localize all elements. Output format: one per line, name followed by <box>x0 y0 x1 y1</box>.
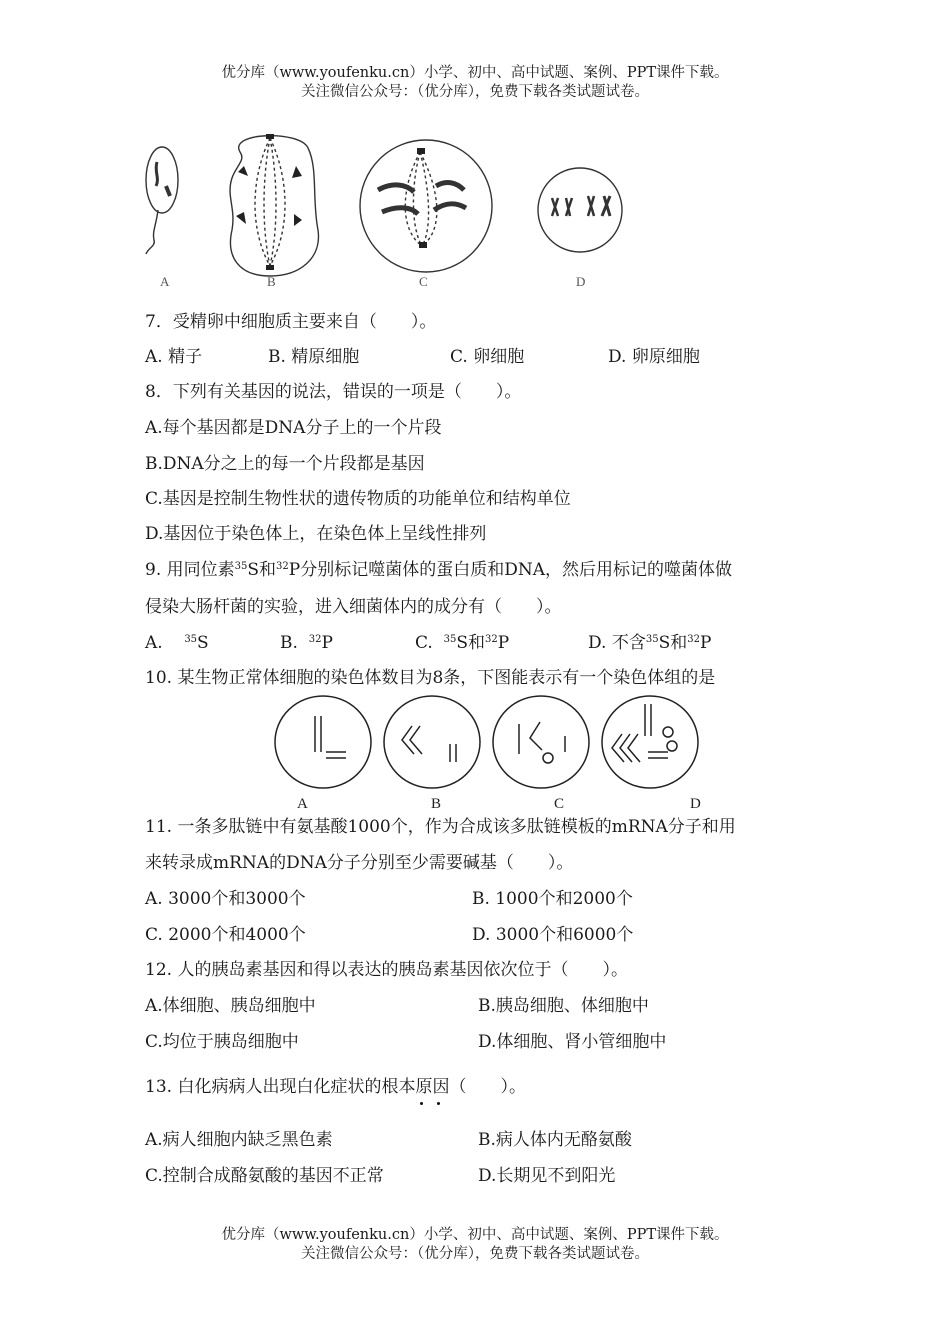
header-line-1: 优分库（www.youfenku.cn）小学、初中、高中试题、案例、PPT课件下载。 <box>221 65 729 81</box>
emphasis-dot <box>437 1102 440 1105</box>
q10-label-b: B <box>431 796 442 812</box>
q11-option-b: B. 1000个和2000个 <box>472 889 633 909</box>
q8-option-a: A.每个基因都是DNA分子上的一个片段 <box>145 418 442 438</box>
q12-option-d: D.体细胞、肾小管细胞中 <box>478 1032 667 1052</box>
page-footer <box>0 1226 950 1264</box>
q8-option-d: D.基因位于染色体上，在染色体上呈线性排列 <box>145 524 487 544</box>
q13-option-c: C.控制合成酪氨酸的基因不正常 <box>145 1166 384 1186</box>
q11-option-c: C. 2000个和4000个 <box>145 925 306 945</box>
fig-label-c: C <box>419 274 428 289</box>
fig-label-b: B <box>267 274 276 289</box>
q10-label-c: C <box>554 796 565 812</box>
q12-option-b: B.胰岛细胞、体细胞中 <box>478 996 649 1016</box>
q7-option-d: D. 卵原细胞 <box>608 347 700 367</box>
q13-option-d: D.长期见不到阳光 <box>478 1166 616 1186</box>
q7-option-c: C. 卵细胞 <box>450 347 525 367</box>
q9-option-a: A. $^{35}$S <box>145 633 209 653</box>
header-line-2: 关注微信公众号：（优分库），免费下载各类试题试卷。 <box>301 84 649 100</box>
q12-option-a: A.体细胞、胰岛细胞中 <box>145 996 316 1016</box>
q10-cell-b <box>384 696 480 788</box>
cell-a-diagram <box>146 147 178 254</box>
q9-stem-line-2: 侵染大肠杆菌的实验，进入细菌体内的成分有（ ）。 <box>145 597 562 617</box>
q11-option-d: D. 3000个和6000个 <box>472 925 634 945</box>
q10-label-a: A <box>297 796 308 812</box>
q10-label-d: D <box>690 796 701 812</box>
q9-option-d: D. 不含$^{35}$S和$^{32}$P <box>588 633 712 653</box>
q10-stem: 10. 某生物正常体细胞的染色体数目为8条，下图能表示有一个染色体组的是 <box>145 668 716 688</box>
cell-b-diagram <box>230 134 318 276</box>
fig-label-d: D <box>576 274 586 289</box>
q11-stem-line-1: 11. 一条多肽链中有氨基酸1000个，作为合成该多肽链模板的mRNA分子和用 <box>145 817 736 837</box>
q11-stem-line-2: 来转录成mRNA的DNA分子分别至少需要碱基（ ）。 <box>145 853 574 873</box>
footer-line-1: 优分库（www.youfenku.cn）小学、初中、高中试题、案例、PPT课件下载。 <box>221 1227 729 1243</box>
cell-c-diagram <box>360 140 492 272</box>
footer-line-2: 关注微信公众号：（优分库），免费下载各类试题试卷。 <box>301 1246 649 1262</box>
emphasis-dot <box>420 1102 423 1105</box>
q13-option-a: A.病人细胞内缺乏黑色素 <box>145 1130 333 1150</box>
q13-option-b: B.病人体内无酪氨酸 <box>478 1130 632 1150</box>
q8-stem: 8．下列有关基因的说法，错误的一项是（ ）。 <box>145 382 522 402</box>
q8-option-b: B.DNA分之上的每一个片段都是基因 <box>145 454 425 474</box>
q9-option-b: B. $^{32}$P <box>280 633 333 653</box>
q9-option-c: C. $^{35}$S和$^{32}$P <box>415 633 510 653</box>
q11-option-a: A. 3000个和3000个 <box>145 889 306 909</box>
q10-cell-c <box>493 696 589 788</box>
q7-stem: 7．受精卵中细胞质主要来自（ ）。 <box>145 312 437 332</box>
fig-label-a: A <box>160 274 170 289</box>
q9-stem-line-1: 9. 用同位素$^{35}$S和$^{32}$P分别标记噬菌体的蛋白质和DNA，然后用标记的噬菌体做 <box>145 560 732 580</box>
cell-division-figure <box>0 0 950 300</box>
q8-option-c: C.基因是控制生物性状的遗传物质的功能单位和结构单位 <box>145 489 571 509</box>
q10-cell-d <box>602 696 698 788</box>
q7-option-a: A. 精子 <box>145 347 203 367</box>
q12-stem: 12. 人的胰岛素基因和得以表达的胰岛素基因依次位于（ ）。 <box>145 960 628 980</box>
q12-option-c: C.均位于胰岛细胞中 <box>145 1032 299 1052</box>
cell-d-diagram <box>538 168 622 252</box>
q10-cell-a <box>275 696 371 788</box>
q7-option-b: B. 精原细胞 <box>268 347 360 367</box>
q13-stem: 13. 白化病病人出现白化症状的根本原因（ ）。 <box>145 1077 526 1097</box>
